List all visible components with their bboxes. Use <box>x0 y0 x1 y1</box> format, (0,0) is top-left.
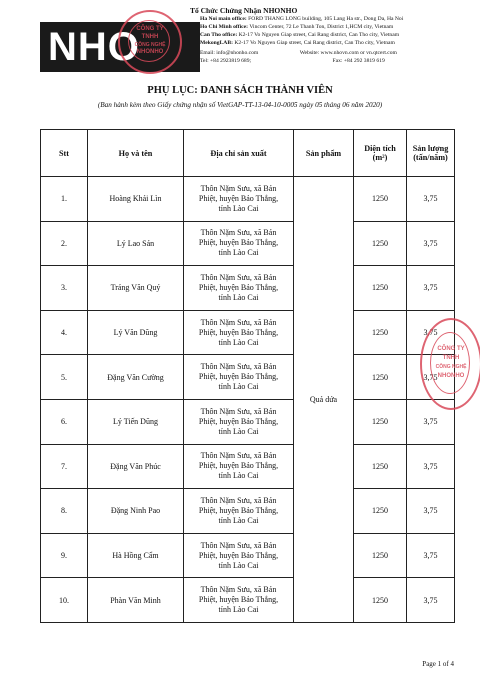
address-line: Thôn Nặm Sưu, xã Bản <box>200 362 277 372</box>
cell-stt: 4. <box>41 310 88 355</box>
cell-area: 1250 <box>354 444 407 489</box>
page-subtitle: (Ban hành kèm theo Giấy chứng nhận số VietGAP-TT-13-04-10-0005 ngày 05 tháng 06 năm 2020) <box>97 101 383 109</box>
contact-email-web <box>200 50 397 57</box>
logo-text: NHO <box>48 25 140 69</box>
cell-output: 3,75 <box>407 221 455 266</box>
stamp-line: NHONHO <box>437 373 465 379</box>
member-table <box>40 129 455 623</box>
cell-stt: 6. <box>41 399 88 444</box>
table-row <box>41 266 455 311</box>
address-line: Thôn Nặm Sưu, xã Bản <box>200 406 277 416</box>
address-line: tỉnh Lào Cai <box>218 426 259 436</box>
stamp-line: CÔNG NGHỆ <box>435 364 467 370</box>
office-address-hanoi <box>200 16 403 23</box>
cell-output: 3,75 <box>407 177 455 222</box>
address-line: tỉnh Lào Cai <box>218 248 259 258</box>
address-line: Thôn Nặm Sưu, xã Bản <box>200 495 277 505</box>
column-header-address: Địa chỉ sản xuất <box>184 130 294 177</box>
address-line: tỉnh Lào Cai <box>218 337 259 347</box>
address-line: Phiệt, huyện Bảo Thắng, <box>198 372 279 382</box>
cell-stt: 9. <box>41 533 88 578</box>
stamp-line: TNHH <box>442 355 460 361</box>
cell-area: 1250 <box>354 177 407 222</box>
cell-address <box>184 310 294 355</box>
cell-area: 1250 <box>354 221 407 266</box>
column-header-area: Diện tích (m²) <box>354 130 407 177</box>
cell-area: 1250 <box>354 399 407 444</box>
address-line: tỉnh Lào Cai <box>218 471 259 481</box>
cell-address <box>184 533 294 578</box>
address-line: Phiệt, huyện Bảo Thắng, <box>198 193 279 203</box>
page-title: PHỤ LỤC: DANH SÁCH THÀNH VIÊN <box>147 85 333 96</box>
table-row <box>41 355 455 400</box>
table-row <box>41 399 455 444</box>
office-label: Ho Chi Minh office: <box>200 24 249 30</box>
cell-output: 3,75 <box>407 399 455 444</box>
table-row <box>41 444 455 489</box>
address-line: Thôn Nặm Sưu, xã Bản <box>200 585 277 595</box>
stamp-line: CÔNG TY <box>136 26 164 32</box>
table-row <box>41 578 455 623</box>
cell-stt: 7. <box>41 444 88 489</box>
cell-name: Lý Tiến Dũng <box>88 399 184 444</box>
address-line: Phiệt, huyện Bảo Thắng, <box>198 550 279 560</box>
stamp-line: NHONHO <box>136 49 164 55</box>
address-line: Thôn Nặm Sưu, xã Bản <box>200 272 277 282</box>
cell-address <box>184 221 294 266</box>
table-row <box>41 489 455 534</box>
cell-name: Hoàng Khải Lìn <box>88 177 184 222</box>
office-address-hcm <box>200 24 393 31</box>
cell-area: 1250 <box>354 578 407 623</box>
address-line: Thôn Nặm Sưu, xã Bản <box>200 228 277 238</box>
cell-name: Hà Hồng Cẩm <box>88 533 184 578</box>
cell-stt: 3. <box>41 266 88 311</box>
address-line: tỉnh Lào Cai <box>218 560 259 570</box>
address-line: tỉnh Lào Cai <box>218 203 259 213</box>
cell-address <box>184 355 294 400</box>
table-row <box>41 533 455 578</box>
address-line: Phiệt, huyện Bảo Thắng, <box>198 416 279 426</box>
column-header-output: Sản lượng (tấn/năm) <box>407 130 455 177</box>
cell-area: 1250 <box>354 266 407 311</box>
cell-address <box>184 578 294 623</box>
cell-name: Đặng Văn Phúc <box>88 444 184 489</box>
address-line: Thôn Nặm Sưu, xã Bản <box>200 451 277 461</box>
cell-output: 3,75 <box>407 533 455 578</box>
cell-area: 1250 <box>354 533 407 578</box>
cell-name: Đặng Văn Cường <box>88 355 184 400</box>
office-address-mekonglab <box>200 40 395 47</box>
office-label: Ha Noi main office: <box>200 16 247 22</box>
cell-output: 3,75 <box>407 578 455 623</box>
company-stamp-side <box>420 318 480 410</box>
page-number: Page 1 of 4 <box>422 660 454 668</box>
address-line: tỉnh Lào Cai <box>218 292 259 302</box>
cell-product: Quả dứa <box>294 177 354 623</box>
cell-stt: 2. <box>41 221 88 266</box>
cell-stt: 5. <box>41 355 88 400</box>
stamp-line: CÔNG TY <box>437 346 465 352</box>
cell-area: 1250 <box>354 310 407 355</box>
contact-tel-fax <box>200 58 385 65</box>
cell-stt: 1. <box>41 177 88 222</box>
column-header-stt: Stt <box>41 130 88 177</box>
email: Email: info@nhonho.com <box>200 50 259 56</box>
cell-output: 3,75 <box>407 310 455 355</box>
office-label: Can Tho office: <box>200 32 238 38</box>
address-line: Phiệt, huyện Bảo Thắng, <box>198 327 279 337</box>
office-text: K2-17 Vo Nguyen Giap street, Cai Rang district, Can Tho city, Vietnam <box>238 32 400 38</box>
column-header-name: Họ và tên <box>88 130 184 177</box>
cell-address <box>184 399 294 444</box>
address-line: tỉnh Lào Cai <box>218 605 259 615</box>
office-label: MekongLAB: <box>200 40 233 46</box>
table-row <box>41 177 455 222</box>
address-line: tỉnh Lào Cai <box>218 382 259 392</box>
address-line: Phiệt, huyện Bảo Thắng, <box>198 238 279 248</box>
cell-address <box>184 444 294 489</box>
table-header-row <box>41 130 455 177</box>
cell-name: Đặng Ninh Pao <box>88 489 184 534</box>
cell-name: Lý Văn Dũng <box>88 310 184 355</box>
cell-output: 3,75 <box>407 266 455 311</box>
cell-name: Tráng Văn Quý <box>88 266 184 311</box>
cell-address <box>184 266 294 311</box>
address-line: tỉnh Lào Cai <box>218 515 259 525</box>
telephone: Tel: +84 2923819 689; <box>200 58 252 64</box>
address-line: Phiệt, huyện Bảo Thắng, <box>198 461 279 471</box>
office-address-cantho <box>200 32 399 39</box>
cell-stt: 8. <box>41 489 88 534</box>
cell-address <box>184 489 294 534</box>
address-line: Phiệt, huyện Bảo Thắng, <box>198 595 279 605</box>
cell-output: 3,75 <box>407 489 455 534</box>
address-line: Thôn Nặm Sưu, xã Bản <box>200 540 277 550</box>
office-text: Vincom Center, 72 Le Thanh Ton, District 1,HCM city, Vietnam <box>249 24 394 30</box>
cell-area: 1250 <box>354 355 407 400</box>
office-text: K2-17 Vo Nguyen Giap street, Cai Rang district, Can Tho city, Vietnam <box>234 40 395 46</box>
cell-address <box>184 177 294 222</box>
website: Website: www.nhovn.com or vn.qtcert.com <box>299 50 397 56</box>
cell-stt: 10. <box>41 578 88 623</box>
fax: Fax: +84 292 3819 619 <box>332 58 385 64</box>
table-row <box>41 310 455 355</box>
office-text: FORD THANG LONG building, 105 Lang Ha str., Dong Da, Ha Noi <box>248 16 404 22</box>
address-line: Thôn Nặm Sưu, xã Bản <box>200 317 277 327</box>
company-name: Tổ Chức Chứng Nhận NHONHO <box>190 6 298 15</box>
column-header-product: Sản phẩm <box>294 130 354 177</box>
address-line: Phiệt, huyện Bảo Thắng, <box>198 282 279 292</box>
cell-name: Lý Lao Sán <box>88 221 184 266</box>
cell-area: 1250 <box>354 489 407 534</box>
table-row <box>41 221 455 266</box>
address-line: Phiệt, huyện Bảo Thắng, <box>198 505 279 515</box>
stamp-line: CÔNG NGHỆ <box>134 42 166 48</box>
cell-output: 3,75 <box>407 444 455 489</box>
company-stamp-header <box>118 10 182 74</box>
stamp-line: TNHH <box>141 34 159 40</box>
cell-output: 3,75 <box>407 355 455 400</box>
cell-name: Phàn Văn Minh <box>88 578 184 623</box>
address-line: Thôn Nặm Sưu, xã Bản <box>200 183 277 193</box>
